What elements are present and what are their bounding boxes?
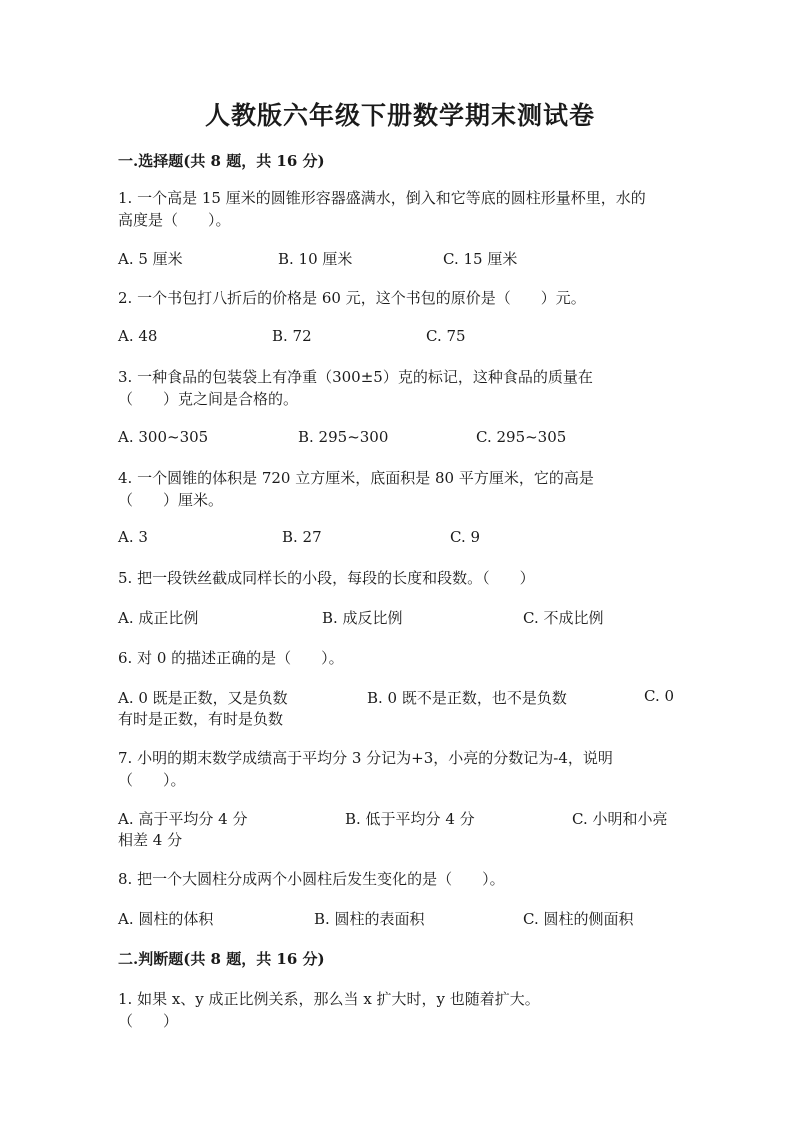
option-c: C. 15 厘米: [443, 250, 518, 268]
question-3: [118, 366, 688, 410]
option-b: B. 72: [272, 327, 312, 345]
option-a: A. 300~305: [118, 428, 209, 446]
option-continuation: 有时是正数，有时是负数: [118, 710, 284, 728]
options-row-2: [118, 327, 688, 349]
option-b: B. 0 既不是正数，也不是负数: [367, 689, 567, 707]
options-row-8: [118, 908, 688, 930]
option-a: A. 3: [118, 528, 148, 546]
page-title: 人教版六年级下册数学期末测试卷: [204, 101, 595, 130]
option-c: C. 75: [426, 327, 466, 345]
option-a: A. 5 厘米: [118, 250, 183, 268]
question-text-line: 3. 一种食品的包装袋上有净重（300±5）克的标记，这种食品的质量在: [118, 368, 593, 386]
option-b: B. 10 厘米: [278, 250, 353, 268]
question-7: [118, 747, 688, 791]
option-c: C. 295~305: [476, 428, 567, 446]
question-text-line: （ ）。: [118, 771, 186, 789]
option-a: A. 48: [118, 327, 158, 345]
question-text-line: （ ）: [118, 1012, 179, 1030]
option-c: C. 小明和小亮: [572, 810, 668, 828]
question-text-line: （ ）厘米。: [118, 491, 224, 509]
options-row-1: [118, 248, 688, 270]
question-text-line: 8. 把一个大圆柱分成两个小圆柱后发生变化的是（ ）。: [118, 870, 505, 888]
question-1: [118, 187, 688, 231]
question-text-line: 2. 一个书包打八折后的价格是 60 元，这个书包的原价是（ ）元。: [118, 289, 586, 307]
question-text-line: 高度是（ ）。: [118, 211, 231, 229]
options-row-5: [118, 607, 688, 629]
options-row-4: [118, 528, 688, 550]
section-heading-choice: 一.选择题(共 8 题，共 16 分): [118, 152, 325, 170]
judge-question-1: [118, 988, 688, 1032]
question-2: [118, 287, 688, 309]
question-text-line: （ ）克之间是合格的。: [118, 390, 299, 408]
options-row-6: [118, 687, 688, 709]
question-5: [118, 567, 688, 589]
option-a: A. 圆柱的体积: [118, 910, 214, 928]
option-a: A. 0 既是正数，又是负数: [118, 689, 288, 707]
option-b: B. 圆柱的表面积: [314, 910, 425, 928]
question-text-line: 1. 如果 x、y 成正比例关系，那么当 x 扩大时，y 也随着扩大。: [118, 990, 540, 1008]
option-b: B. 成反比例: [322, 609, 403, 627]
option-b: B. 27: [282, 528, 322, 546]
question-text-line: 4. 一个圆锥的体积是 720 立方厘米，底面积是 80 平方厘米，它的高是: [118, 469, 594, 487]
question-text-line: 1. 一个高是 15 厘米的圆锥形容器盛满水，倒入和它等底的圆柱形量杯里，水的: [118, 189, 646, 207]
option-a: A. 成正比例: [118, 609, 199, 627]
option-c: C. 0: [644, 687, 675, 705]
option-continuation: 相差 4 分: [118, 831, 183, 849]
question-text-line: 6. 对 0 的描述正确的是（ ）。: [118, 649, 344, 667]
option-b: B. 低于平均分 4 分: [345, 810, 475, 828]
option-c: C. 圆柱的侧面积: [523, 910, 634, 928]
question-6: [118, 647, 688, 669]
options-row-7: [118, 808, 688, 830]
question-4: [118, 467, 688, 511]
option-b: B. 295~300: [298, 428, 389, 446]
question-text-line: 5. 把一段铁丝截成同样长的小段，每段的长度和段数。（ ）: [118, 569, 535, 587]
option-a: A. 高于平均分 4 分: [118, 810, 248, 828]
section-heading-judge: 二.判断题(共 8 题，共 16 分): [118, 950, 325, 968]
option-c: C. 不成比例: [523, 609, 604, 627]
option-c: C. 9: [450, 528, 481, 546]
options-row-3: [118, 428, 688, 450]
question-8: [118, 868, 688, 890]
question-text-line: 7. 小明的期末数学成绩高于平均分 3 分记为+3，小亮的分数记为-4，说明: [118, 749, 613, 767]
